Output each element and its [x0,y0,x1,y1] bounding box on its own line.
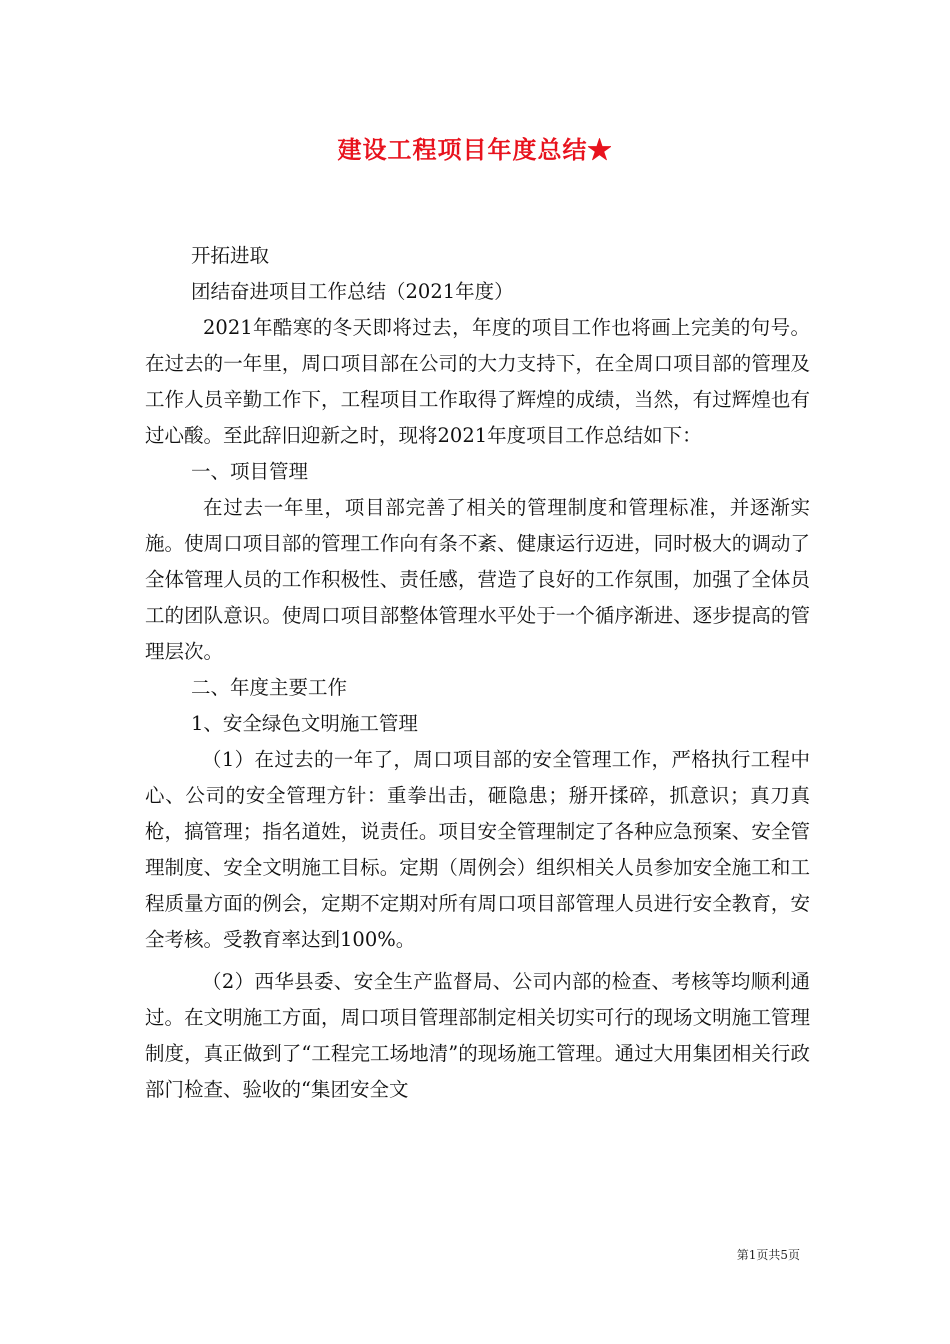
document-title: 建设工程项目年度总结★ [337,135,613,164]
heading-main-work: 二、年度主要工作 [191,676,348,699]
paragraph-safety-1: （1）在过去的一年了，周口项目部的安全管理工作，严格执行工程中心、公司的安全管理方针：重拳出击，砸隐患；掰开揉碎，抓意识；真刀真枪，搞管理；指名道姓，说责任。项目安全管理制定了各种应急预案、安全管理制度、安全文明施工目标。定期（周例会）组织相关人员参加安全施工和工程质量方面的例会，定期不定期对所有周口项目部管理人员进行安全教育，安全考核。受教育率达到100%。 [145,748,810,951]
document-body [145,238,810,1108]
page-number: 第1页共5页 [736,1248,800,1262]
paragraph-safety-2: （2）西华县委、安全生产监督局、公司内部的检查、考核等均顺利通过。在文明施工方面，周口项目管理部制定相关切实可行的现场文明施工管理制度，真正做到了“工程完工场地清”的现场施工管理。通过大用集团相关行政部门检查、验收的“集团安全文 [145,970,810,1101]
heading-project-management: 一、项目管理 [191,460,309,483]
paragraph-intro: 2021年酷寒的冬天即将过去，年度的项目工作也将画上完美的句号。在过去的一年里，周口项目部在公司的大力支持下，在全周口项目部的管理及工作人员辛勤工作下，工程项目工作取得了辉煌的成绩，当然，有过辉煌也有过心酸。至此辞旧迎新之时，现将2021年度项目工作总结如下： [145,316,810,447]
heading-safety-management: 1、安全绿色文明施工管理 [191,712,418,735]
paragraph-subtitle-2: 团结奋进项目工作总结（2021年度） [191,280,514,303]
paragraph-subtitle-1: 开拓进取 [191,244,270,267]
paragraph-project-management: 在过去一年里，项目部完善了相关的管理制度和管理标准，并逐渐实施。使周口项目部的管理工作向有条不紊、健康运行迈进，同时极大的调动了全体管理人员的工作积极性、责任感，营造了良好的工作氛围，加强了全体员工的团队意识。使周口项目部整体管理水平处于一个循序渐进、逐步提高的管理层次。 [145,496,810,663]
